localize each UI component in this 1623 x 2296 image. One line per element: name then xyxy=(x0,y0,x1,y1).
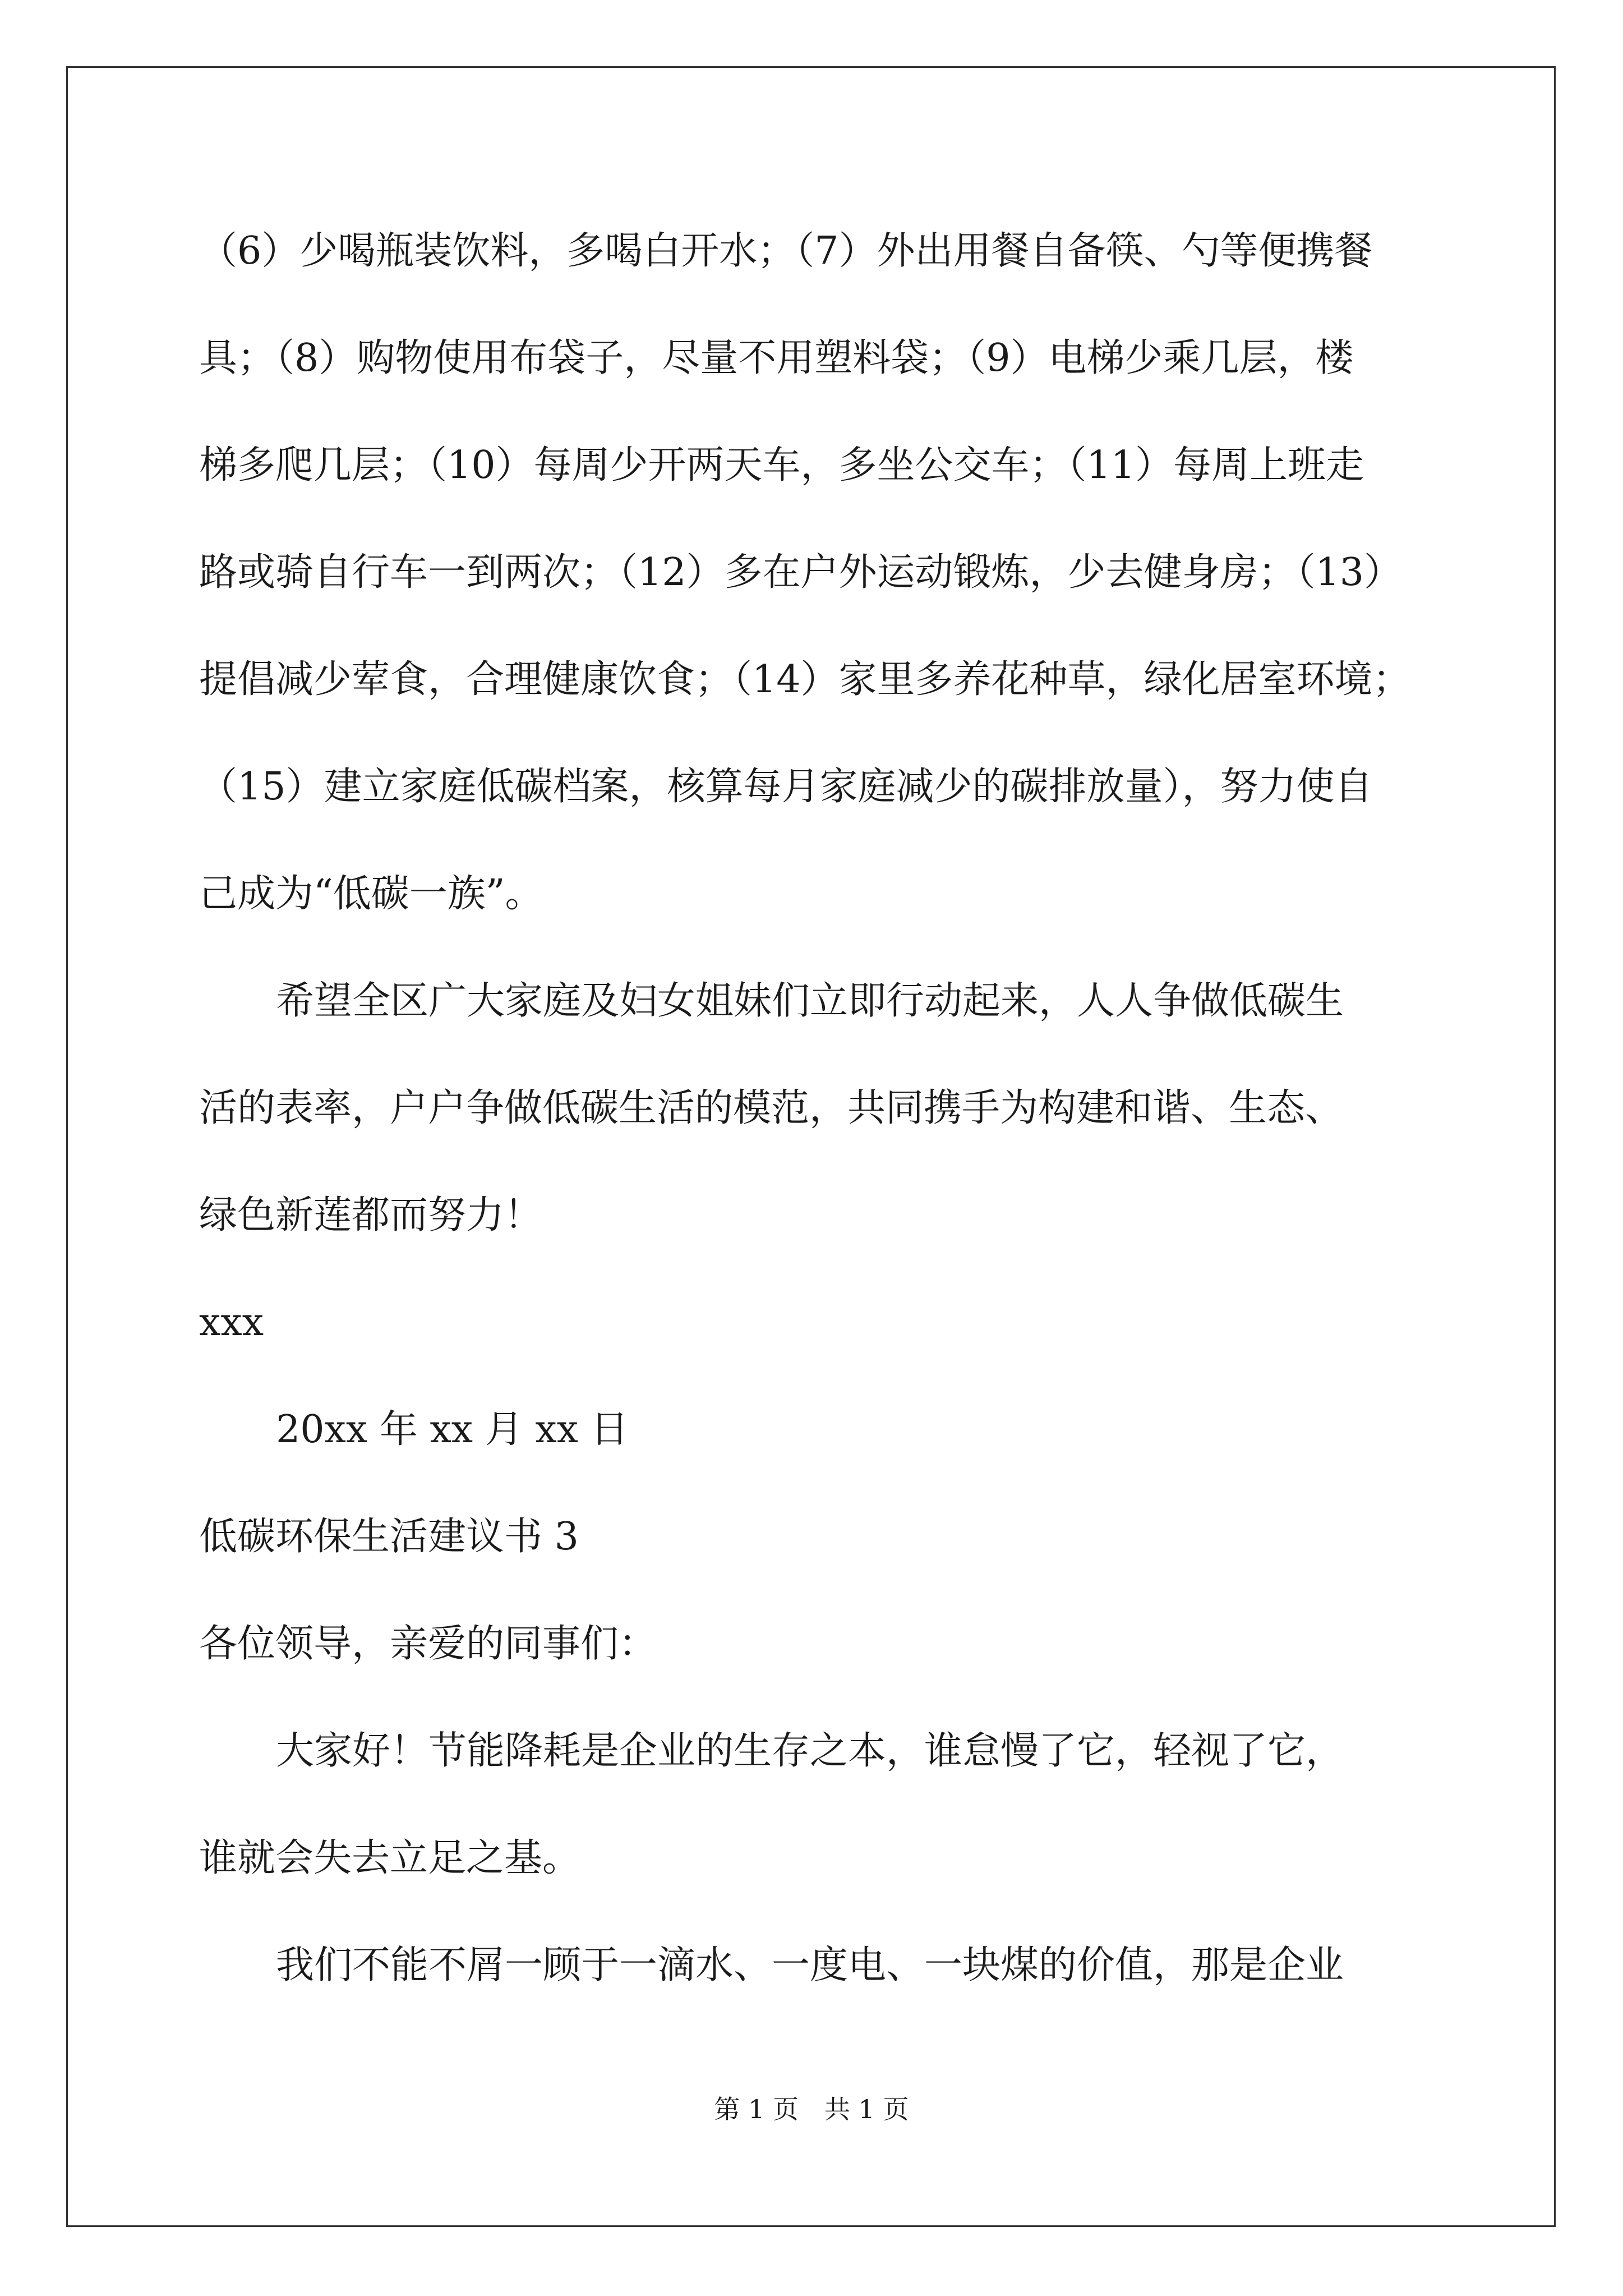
paragraph-line: （15）建立家庭低碳档案，核算每月家庭减少的碳排放量），努力使自 xyxy=(199,765,1373,809)
paragraph-line: 希望全区广大家庭及妇女姐妹们立即行动起来，人人争做低碳生 xyxy=(276,979,1344,1023)
paragraph-line: 具；（8）购物使用布袋子，尽量不用塑料袋；（9）电梯少乘几层，楼 xyxy=(199,336,1354,380)
paragraph-line: 梯多爬几层；（10）每周少开两天车，多坐公交车；（11）每周上班走 xyxy=(199,443,1364,487)
paragraph-line: 绿色新莲都而努力！ xyxy=(199,1193,543,1237)
paragraph-line: 路或骑自行车一到两次；（12）多在户外运动锻炼，少去健身房；（13） xyxy=(199,550,1403,595)
paragraph-line: 活的表率，户户争做低碳生活的模范，共同携手为构建和谐、生态、 xyxy=(199,1086,1344,1130)
paragraph-line: 谁就会失去立足之基。 xyxy=(199,1836,581,1880)
section-title: 低碳环保生活建议书 3 xyxy=(199,1515,579,1559)
paragraph-line: 我们不能不屑一顾于一滴水、一度电、一块煤的价值，那是企业 xyxy=(276,1943,1344,1987)
signature-name: xxx xyxy=(199,1300,264,1345)
signature-date: 20xx 年 xx 月 xx 日 xyxy=(276,1407,629,1452)
paragraph-line: 提倡减少荤食，合理健康饮食；（14）家里多养花种草，绿化居室环境； xyxy=(199,657,1411,702)
paragraph-line: （6）少喝瓶装饮料，多喝白开水；（7）外出用餐自备筷、勺等便携餐 xyxy=(199,229,1373,273)
paragraph-line: 己成为“低碳一族”。 xyxy=(199,872,543,916)
page-footer: 第 1 页 共 1 页 xyxy=(714,2094,909,2124)
paragraph-line: 大家好！节能降耗是企业的生存之本，谁怠慢了它，轻视了它， xyxy=(276,1729,1344,1773)
salutation: 各位领导，亲爱的同事们： xyxy=(199,1622,657,1666)
